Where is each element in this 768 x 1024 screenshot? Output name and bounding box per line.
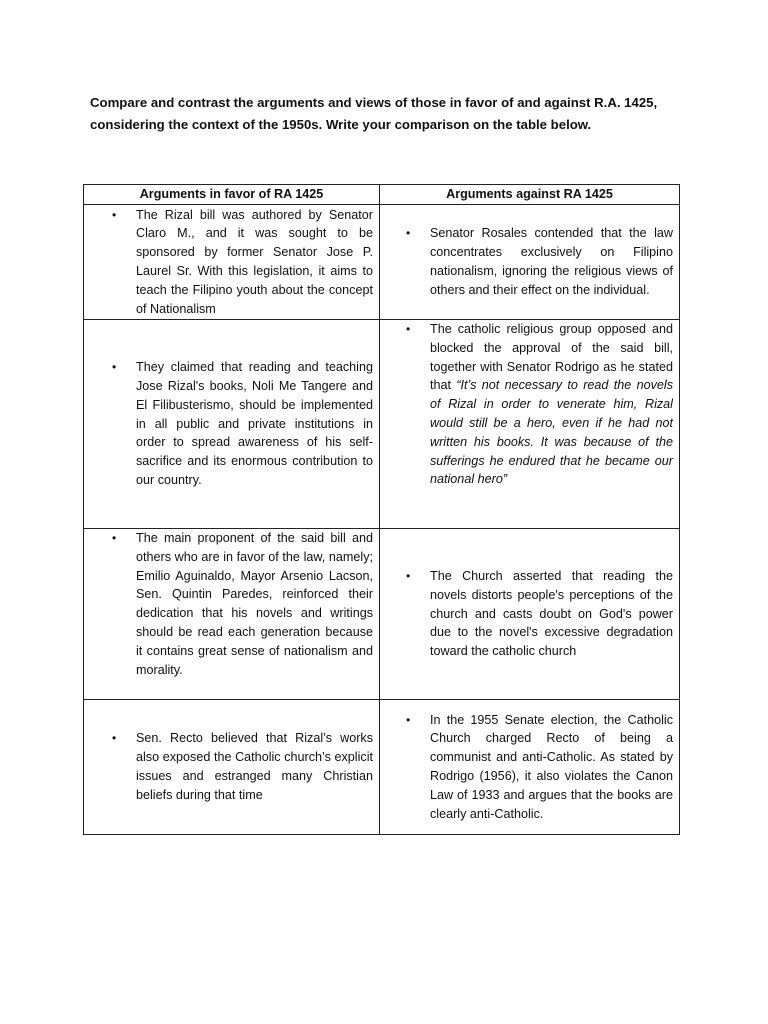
favor-cell: [84, 205, 380, 320]
against-cell: [380, 529, 680, 700]
favor-cell: [84, 320, 380, 529]
against-argument: In the 1955 Senate election, the Catholic Church charged Recto of being a communist and anti-Catholic. As stated by Rodrigo (1956), it also violates the Canon Law of 1933 and argues that the books are clearly anti-Catholic.: [430, 712, 673, 821]
bullet-icon: •: [112, 207, 117, 222]
against-cell: [380, 205, 680, 320]
favor-argument: The Rizal bill was authored by Senator Claro M., and it was sought to be sponsored by former Senator Jose P. Laurel Sr. With this legislation, it aims to teach the Filipino youth about the concept of Nationalism: [136, 207, 373, 316]
header-against: Arguments against RA 1425: [380, 185, 680, 205]
bullet-icon: •: [406, 226, 411, 241]
list-item: [84, 529, 379, 679]
favor-argument: Sen. Recto believed that Rizal’s works also exposed the Catholic church’s explicit issues and estranged many Christian beliefs during that time: [136, 731, 373, 802]
list-item: [84, 206, 379, 319]
bullet-icon: •: [406, 712, 411, 727]
table-row: [84, 205, 680, 320]
assignment-prompt: Compare and contrast the arguments and views of those in favor of and against R.A. 1425, considering the context of the 1950s. Write your comparison on the table below.: [90, 95, 658, 132]
against-argument: The Church asserted that reading the novels distorts people's perceptions of the church and casts doubt on God's power due to the novel's excessive degradation toward the catholic church: [430, 569, 673, 659]
against-argument: Senator Rosales contended that the law concentrates exclusively on Filipino nationalism, ignoring the religious views of others and their effect on the individual.: [430, 226, 673, 297]
table-header-row: [84, 185, 680, 205]
header-in-favor: Arguments in favor of RA 1425: [84, 185, 380, 205]
favor-argument: They claimed that reading and teaching Jose Rizal's books, Noli Me Tangere and El Filibusterismo, should be implemented in all public and private institutions in order to spread awareness of his self-sacrifice and its enormous contribution to our country.: [136, 360, 373, 487]
list-item: [380, 320, 679, 489]
bullet-icon: •: [406, 569, 411, 583]
list-item: [380, 224, 679, 299]
table-row: [84, 529, 680, 700]
list-item: [380, 711, 679, 824]
favor-cell: [84, 529, 380, 700]
list-item: [380, 567, 679, 661]
against-argument: The catholic religious group opposed and blocked the approval of the said bill, together with Senator Rodrigo as he stated that: [430, 322, 673, 393]
table-row: [84, 700, 680, 835]
favor-argument: The main proponent of the said bill and others who are in favor of the law, namely; Emilio Aguinaldo, Mayor Arsenio Lacson, Sen. Quintin Paredes, reinforced their dedication that his novels and writings should be read each generation because it contains great sense of nationalism and morality.: [136, 531, 373, 677]
bullet-icon: •: [112, 360, 117, 375]
bullet-icon: •: [112, 731, 117, 746]
list-item: [84, 729, 379, 804]
rodrigo-quote: “It’s not necessary to read the novels of Rizal in order to venerate him, Rizal would still be a hero, even if he had not written his books. It was because of the sufferings he endured that he became our national hero”: [430, 378, 673, 487]
comparison-table: [83, 184, 680, 835]
favor-cell: [84, 700, 380, 835]
against-cell: [380, 700, 680, 835]
bullet-icon: •: [112, 531, 117, 545]
bullet-icon: •: [406, 322, 411, 336]
table-row: [84, 320, 680, 529]
against-cell: [380, 320, 680, 529]
list-item: [84, 358, 379, 490]
